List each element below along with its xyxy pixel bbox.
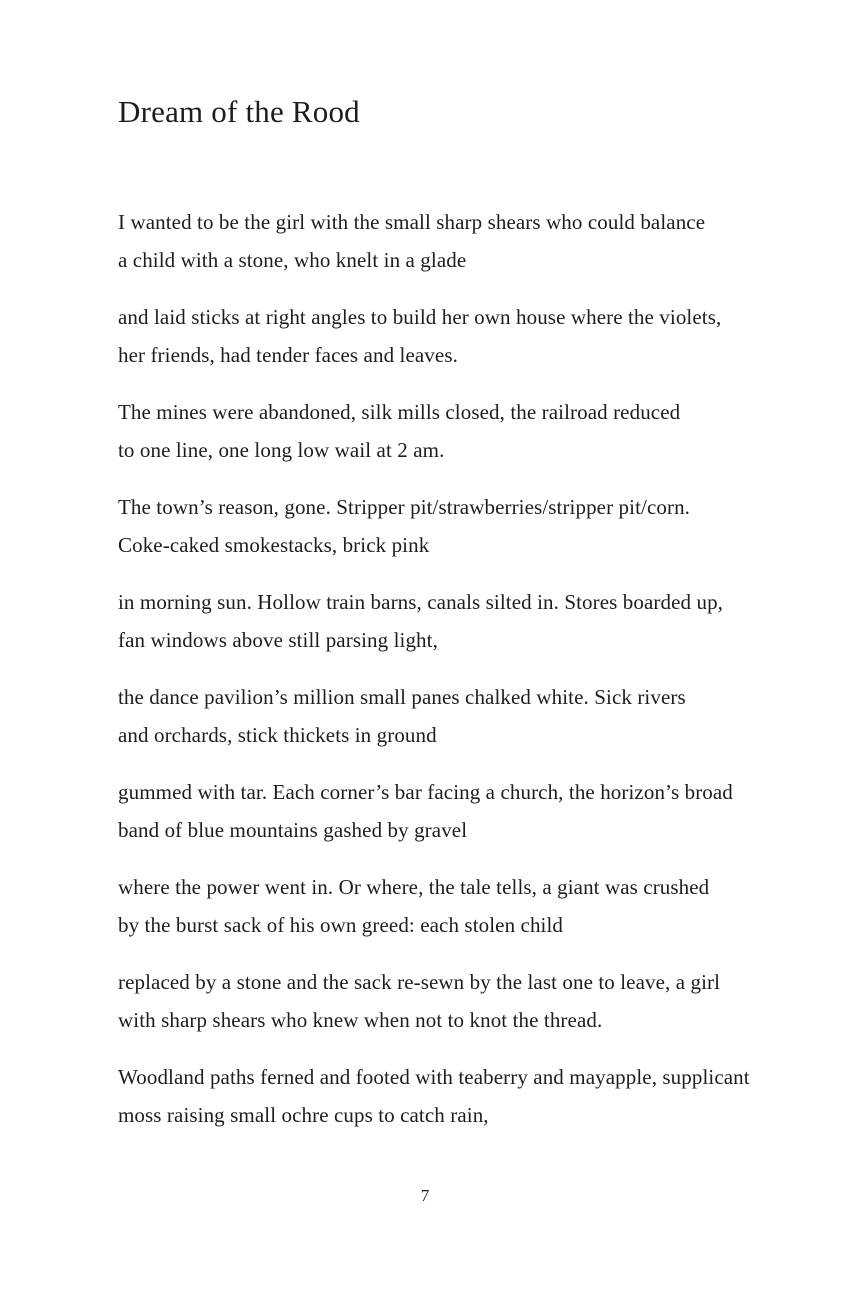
- poem-line: I wanted to be the girl with the small sharp shears who could balance: [118, 210, 706, 234]
- poem-line: to one line, one long low wail at 2 am.: [118, 438, 445, 462]
- poem-line: The town’s reason, gone. Stripper pit/strawberries/stripper pit/corn.: [118, 495, 691, 519]
- poem-line: with sharp shears who knew when not to knot the thread.: [118, 1008, 603, 1032]
- poem-title: Dream of the Rood: [118, 94, 360, 129]
- poem-line: a child with a stone, who knelt in a glade: [118, 248, 467, 272]
- poem-line: gummed with tar. Each corner’s bar facing a church, the horizon’s broad: [118, 780, 733, 804]
- poem-line: her friends, had tender faces and leaves.: [118, 343, 458, 367]
- poem-line: fan windows above still parsing light,: [118, 628, 438, 652]
- stanza-6: [118, 678, 778, 754]
- poem-line: where the power went in. Or where, the tale tells, a giant was crushed: [118, 875, 710, 899]
- poem-line: Woodland paths ferned and footed with teaberry and mayapple, supplicant: [118, 1065, 750, 1089]
- stanza-7: [118, 773, 778, 849]
- stanza-8: [118, 868, 778, 944]
- stanza-10: [118, 1058, 778, 1134]
- poem-line: moss raising small ochre cups to catch rain,: [118, 1103, 489, 1127]
- poem-line: in morning sun. Hollow train barns, canals silted in. Stores boarded up,: [118, 590, 724, 614]
- stanza-9: [118, 963, 778, 1039]
- stanza-3: [118, 393, 778, 469]
- poem-body: [118, 203, 778, 1153]
- poem-line: band of blue mountains gashed by gravel: [118, 818, 468, 842]
- stanza-5: [118, 583, 778, 659]
- stanza-4: [118, 488, 778, 564]
- poem-line: The mines were abandoned, silk mills closed, the railroad reduced: [118, 400, 681, 424]
- poem-line: and laid sticks at right angles to build her own house where the violets,: [118, 305, 722, 329]
- stanza-1: [118, 203, 778, 279]
- poem-line: by the burst sack of his own greed: each stolen child: [118, 913, 564, 937]
- poem-line: Coke-caked smokestacks, brick pink: [118, 533, 430, 557]
- poem-line: and orchards, stick thickets in ground: [118, 723, 437, 747]
- poem-line: replaced by a stone and the sack re-sewn by the last one to leave, a girl: [118, 970, 721, 994]
- poem-line: the dance pavilion’s million small panes chalked white. Sick rivers: [118, 685, 686, 709]
- stanza-2: [118, 298, 778, 374]
- page-number: 7: [420, 1186, 430, 1205]
